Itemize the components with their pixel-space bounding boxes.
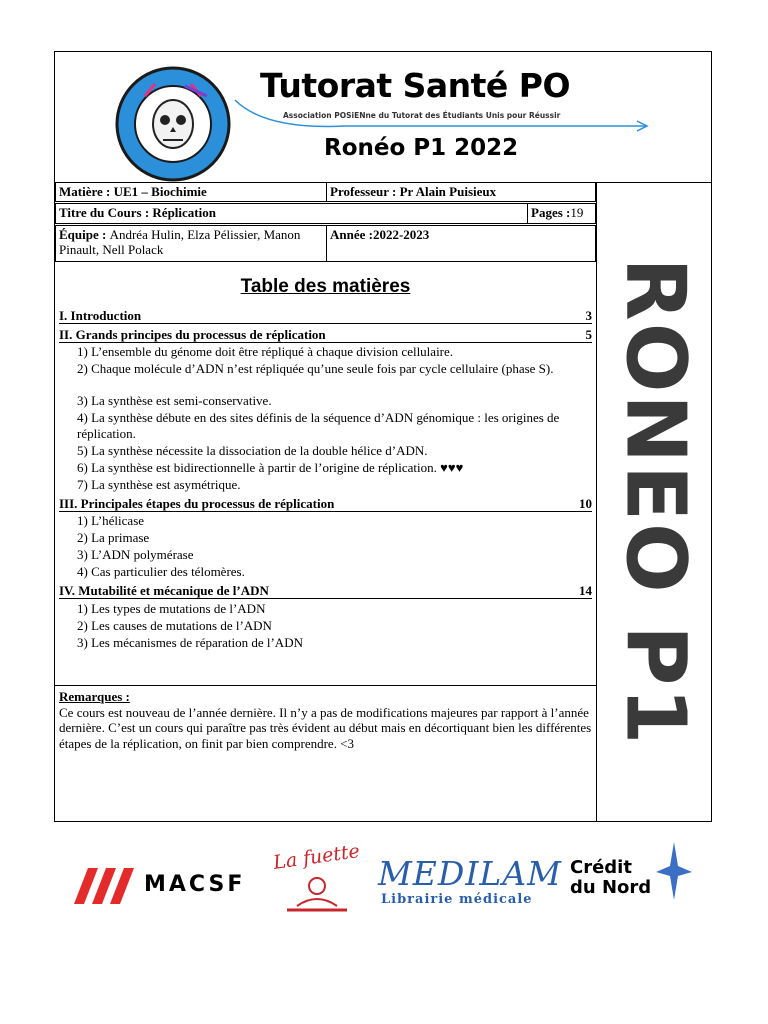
toc-item[interactable]: 5) La synthèse nécessite la dissociation de la double hélice d’ADN. — [77, 443, 428, 458]
equipe-cell — [55, 225, 327, 262]
toc-page-number: 5 — [585, 327, 592, 342]
document-title: Ronéo P1 2022 — [324, 135, 519, 161]
toc-title: Table des matières — [240, 276, 411, 297]
matiere-value: UE1 – Biochimie — [113, 184, 207, 199]
toc-heading: II. Grands principes du processus de réplication — [59, 327, 326, 342]
credit-line-1: Crédit — [570, 857, 632, 878]
professeur-label: Professeur : — [330, 184, 400, 199]
remarks-label: Remarques : — [59, 689, 130, 704]
professeur-value: Pr Alain Puisieux — [399, 184, 497, 199]
sponsor-bar — [0, 840, 768, 920]
pages-cell — [527, 203, 596, 224]
document-frame — [54, 51, 712, 822]
star-icon — [656, 842, 692, 900]
macsf-mark-icon — [72, 864, 136, 908]
matiere-cell — [55, 182, 327, 202]
toc-item[interactable]: 1) L’hélicase — [77, 513, 145, 528]
toc-item[interactable]: 3) Les mécanismes de réparation de l’ADN — [77, 635, 303, 650]
table-of-contents — [55, 262, 596, 685]
titre-label: Titre du Cours : — [59, 205, 153, 220]
side-label: RONEO P1 — [607, 257, 703, 747]
pages-value: 19 — [570, 205, 584, 220]
lafuette-logo — [265, 842, 370, 914]
toc-heading: I. Introduction — [59, 308, 142, 323]
toc-heading: III. Principales étapes du processus de réplication — [59, 496, 335, 511]
equipe-value: Andréa Hulin, Elza Pélissier, Manon Pinault, Nell Polack — [59, 227, 301, 257]
annee-label: Année : — [330, 227, 373, 242]
toc-heading: IV. Mutabilité et mécanique de l’ADN — [59, 583, 269, 598]
macsf-logo — [72, 864, 246, 913]
credit-line-2: du Nord — [570, 877, 652, 898]
toc-page-number: 14 — [579, 583, 592, 598]
toc-section-4[interactable] — [59, 583, 592, 599]
toc-item[interactable]: 2) Chaque molécule d’ADN n’est répliquée qu’une seule fois par cycle cellulaire (phase S). — [77, 361, 554, 376]
titre-cell — [55, 203, 528, 224]
medilam-logo — [378, 854, 563, 914]
toc-item[interactable]: 4) Cas particulier des télomères. — [77, 564, 245, 579]
toc-item[interactable]: 2) La primase — [77, 530, 150, 545]
toc-section-1[interactable] — [59, 308, 592, 324]
toc-section-3[interactable] — [59, 496, 592, 512]
toc-item[interactable]: 7) La synthèse est asymétrique. — [77, 477, 241, 492]
side-column — [596, 182, 712, 821]
credit-du-nord-logo — [570, 858, 695, 918]
macsf-text: MACSF — [144, 872, 246, 897]
equipe-label: Équipe : — [59, 227, 110, 242]
remarks-section — [55, 685, 596, 821]
toc-item[interactable]: 2) Les causes de mutations de l’ADN — [77, 618, 272, 633]
toc-item[interactable]: 1) L’ensemble du génome doit être répliqué à chaque division cellulaire. — [77, 344, 454, 359]
lafuette-text: La fuette — [271, 840, 362, 874]
toc-item[interactable]: 4) La synthèse débute en des sites définis de la séquence d’ADN génomique : les origines de réplication. — [77, 410, 560, 441]
brand-title: Tutorat Santé PO — [260, 66, 571, 105]
toc-item[interactable]: 3) La synthèse est semi-conservative. — [77, 393, 272, 408]
toc-item[interactable]: 1) Les types de mutations de l’ADN — [77, 601, 266, 616]
matiere-label: Matière : — [59, 184, 114, 199]
toc-item[interactable]: 6) La synthèse est bidirectionnelle à partir de l’origine de réplication. ♥♥♥ — [77, 460, 464, 475]
remarks-text: Ce cours est nouveau de l’année dernière. Il n’y a pas de modifications majeures par rapport à l’année dernière. C’est un cours qui paraître pas très évident au début mais en décortiquant bien les différentes étapes de la réplication, on finit par bien comprendre. <3 — [59, 704, 592, 751]
toc-page-number: 10 — [579, 496, 592, 511]
document-header — [55, 52, 711, 183]
annee-value: 2022-2023 — [372, 227, 430, 242]
toc-page-number: 3 — [585, 308, 592, 323]
medilam-text: MEDILAM — [378, 854, 562, 893]
chef-icon — [287, 872, 347, 912]
annee-cell — [326, 225, 596, 262]
toc-item[interactable]: 3) L’ADN polymérase — [77, 547, 194, 562]
brand-subtitle: Association POSiENne du Tutorat des Étudiants Unis pour Réussir — [283, 111, 561, 120]
pages-label: Pages : — [531, 205, 571, 220]
professeur-cell — [326, 182, 596, 202]
medilam-subtitle: Librairie médicale — [381, 892, 533, 907]
toc-section-2[interactable] — [59, 327, 592, 343]
titre-value: Réplication — [152, 205, 216, 220]
